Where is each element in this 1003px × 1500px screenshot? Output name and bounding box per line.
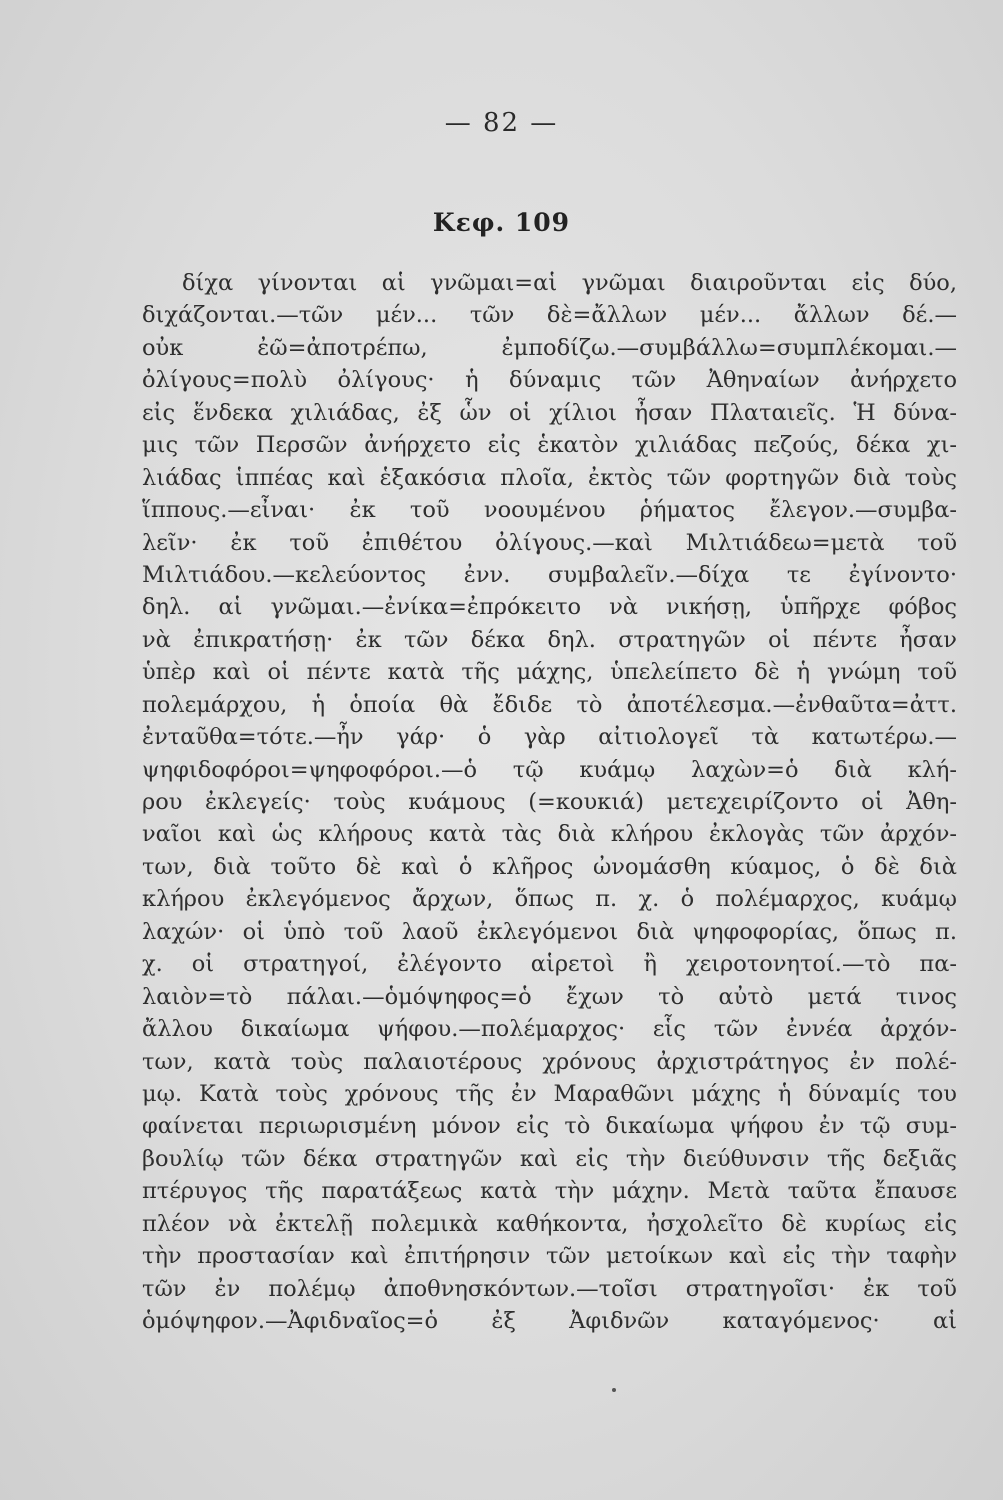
text-line: λιάδας ἱππέας καὶ ἑξακόσια πλοῖα, ἐκτὸς τῶν φορτηγῶν διὰ τοὺς <box>142 464 957 491</box>
text-line: χ. οἱ στρατηγοί, ἐλέγοντο αἱρετοὶ ἢ χειροτονητοί.—τὸ πα- <box>142 951 957 978</box>
page-number: — 82 — <box>444 108 559 138</box>
text-line: Μιλτιάδου.—κελεύοντος ἐνν. συμβαλεῖν.—δίχα τε ἐγίνοντο· <box>142 561 957 588</box>
text-line: κλήρου ἐκλεγόμενος ἄρχων, ὅπως π. χ. ὁ πολέμαρχος, κυάμῳ <box>142 886 957 913</box>
text-line: ἐνταῦθα=τότε.—ἦν γάρ· ὁ γὰρ αἰτιολογεῖ τὰ κατωτέρω.— <box>142 724 957 751</box>
chapter-heading: Κεφ. 109 <box>432 208 571 237</box>
text-line: πτέρυγος τῆς παρατάξεως κατὰ τὴν μάχην. Μετὰ ταῦτα ἔπαυσε <box>142 1178 957 1205</box>
text-line: των, διὰ τοῦτο δὲ καὶ ὁ κλῆρος ὠνομάσθη κύαμος, ὁ δὲ διὰ <box>142 853 957 880</box>
text-line: βουλίῳ τῶν δέκα στρατηγῶν καὶ εἰς τὴν διεύθυνσιν τῆς δεξιᾶς <box>142 1145 957 1172</box>
text-line: διχάζονται.—τῶν μέν... τῶν δὲ=ἄλλων μέν... ἄλλων δέ.— <box>142 302 957 329</box>
text-line: ὁμόψηφον.—Ἀφιδναῖος=ὁ ἐξ Ἀφιδνῶν καταγόμενος· αἱ <box>142 1308 957 1334</box>
commentary-text <box>142 267 957 1337</box>
text-line: δηλ. αἱ γνῶμαι.—ἐνίκα=ἐπρόκειτο νὰ νικήσῃ, ὑπῆρχε φόβος <box>142 594 957 621</box>
text-line: ἄλλου δικαίωμα ψήφου.—πολέμαρχος· εἷς τῶν ἐννέα ἀρχόν- <box>142 1016 957 1043</box>
text-line: ὑπὲρ καὶ οἱ πέντε κατὰ τῆς μάχης, ὑπελείπετο δὲ ἡ γνώμη τοῦ <box>142 659 957 686</box>
text-line: ψηφιδοφόροι=ψηφοφόροι.—ὁ τῷ κυάμῳ λαχὼν=ὁ διὰ κλή- <box>142 756 957 783</box>
text-line: ἵππους.—εἶναι· ἐκ τοῦ νοουμένου ῥήματος ἔλεγον.—συμβα- <box>142 497 957 524</box>
text-line: ὀλίγους=πολὺ ὀλίγους· ἡ δύναμις τῶν Ἀθηναίων ἀνήρχετο <box>142 367 957 394</box>
text-line: τὴν προστασίαν καὶ ἐπιτήρησιν τῶν μετοίκων καὶ εἰς τὴν ταφὴν <box>142 1243 957 1270</box>
text-line: πλέον νὰ ἐκτελῇ πολεμικὰ καθήκοντα, ἠσχολεῖτο δὲ κυρίως εἰς <box>142 1210 957 1237</box>
text-line: λαιὸν=τὸ πάλαι.—ὁμόψηφος=ὁ ἔχων τὸ αὐτὸ μετά τινος <box>142 983 957 1010</box>
text-line: λεῖν· ἐκ τοῦ ἐπιθέτου ὀλίγους.—καὶ Μιλτιάδεω=μετὰ τοῦ <box>142 529 957 556</box>
text-line: των, κατὰ τοὺς παλαιοτέρους χρόνους ἀρχιστράτηγος ἐν πολέ- <box>142 1048 957 1075</box>
text-line: δίχα γίνονται αἱ γνῶμαι=αἱ γνῶμαι διαιροῦνται εἰς δύο, <box>182 270 957 296</box>
text-line: ναῖοι καὶ ὡς κλήρους κατὰ τὰς διὰ κλήρου ἐκλογὰς τῶν ἀρχόν- <box>142 821 957 848</box>
text-line: οὐκ ἐῶ=ἀποτρέπω, ἐμποδίζω.—συμβάλλω=συμπλέκομαι.— <box>142 334 957 361</box>
print-speck <box>612 1388 616 1392</box>
text-line: πολεμάρχου, ἡ ὁποία θὰ ἔδιδε τὸ ἀποτέλεσμα.—ἐνθαῦτα=ἀττ. <box>142 691 957 718</box>
text-line: νὰ ἐπικρατήσῃ· ἐκ τῶν δέκα δηλ. στρατηγῶν οἱ πέντε ἦσαν <box>142 626 957 653</box>
text-line: λαχών· οἱ ὑπὸ τοῦ λαοῦ ἐκλεγόμενοι διὰ ψηφοφορίας, ὅπως π. <box>142 918 957 945</box>
text-line: εἰς ἕνδεκα χιλιάδας, ἐξ ὧν οἱ χίλιοι ἦσαν Πλαταιεῖς. Ἡ δύνα- <box>142 399 957 426</box>
text-line: ρου ἐκλεγείς· τοὺς κυάμους (=κουκιά) μετεχειρίζοντο οἱ Ἀθη- <box>142 789 957 815</box>
text-line: μις τῶν Περσῶν ἀνήρχετο εἰς ἑκατὸν χιλιάδας πεζούς, δέκα χι- <box>142 432 957 459</box>
text-line: τῶν ἐν πολέμῳ ἀποθνησκόντων.—τοῖσι στρατηγοῖσι· ἐκ τοῦ <box>142 1275 957 1302</box>
text-line: φαίνεται περιωρισμένη μόνον εἰς τὸ δικαίωμα ψήφου ἐν τῷ συμ- <box>142 1113 957 1140</box>
text-line: μῳ. Κατὰ τοὺς χρόνους τῆς ἐν Μαραθῶνι μάχης ἡ δύναμίς του <box>142 1080 957 1107</box>
